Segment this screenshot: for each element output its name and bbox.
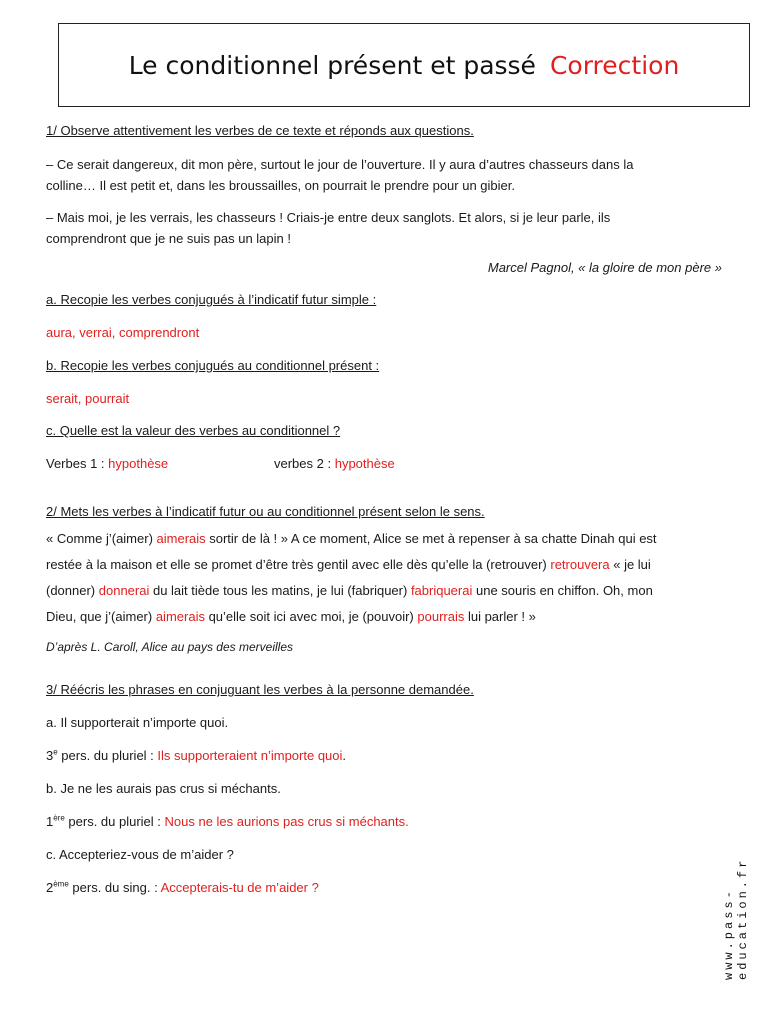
page-title — [129, 51, 680, 80]
ex3-heading: 3/ Réécris les phrases en conjuguant les verbes à la personne demandée. — [46, 682, 474, 697]
ex1-answer-a: aura, verrai, comprendront — [46, 325, 200, 340]
c2-label: verbes 2 : — [274, 456, 332, 471]
ex1-source: Marcel Pagnol, « la gloire de mon père » — [487, 260, 722, 275]
c1-answer: hypothèse — [108, 456, 169, 471]
ex3-sentence-b: b. Je ne les aurais pas crus si méchants. — [46, 781, 281, 796]
ex2-answer: pourrais — [417, 609, 465, 624]
c1-label: Verbes 1 : — [46, 456, 105, 471]
correction-tag: Correction — [549, 50, 680, 80]
title-main: Le conditionnel présent et passé — [128, 50, 536, 80]
ex2-source: D’après L. Caroll, Alice au pays des merveilles — [46, 640, 293, 654]
worksheet-content — [46, 122, 726, 896]
ex1-question-c: c. Quelle est la valeur des verbes au conditionnel ? — [46, 423, 341, 438]
title-box — [58, 23, 750, 107]
ex1-text-line: comprendront que je ne suis pas un lapin ! — [46, 231, 291, 246]
ex1-answer-b: serait, pourrait — [46, 391, 130, 406]
ex3-answer-c: 2ème pers. du sing. : Accepterais-tu de m’aider ? — [46, 879, 319, 895]
ex3-answer-a: 3e pers. du pluriel : Ils supporteraient n’importe quoi. — [46, 747, 347, 763]
c2-answer: hypothèse — [334, 456, 395, 471]
ex1-text-line: – Mais moi, je les verrais, les chasseurs ! Criais-je entre deux sanglots. Et alors, si je leur parle, ils — [46, 210, 611, 225]
ex1-heading: 1/ Observe attentivement les verbes de ce texte et réponds aux questions. — [46, 123, 474, 138]
watermark-text: www.pass-education.fr — [722, 857, 750, 980]
ex1-question-a: a. Recopie les verbes conjugués à l’indicatif futur simple : — [46, 292, 377, 307]
ex2-answer: aimerais — [156, 531, 206, 546]
ex2-answer: donnerai — [98, 583, 150, 598]
ex2-answer: aimerais — [155, 609, 205, 624]
ex1-question-b: b. Recopie les verbes conjugués au conditionnel présent : — [46, 358, 380, 373]
ex2-answer: retrouvera — [550, 557, 610, 572]
ex1-text-line: colline… Il est petit et, dans les broussailles, on pourrait le prendre pour un gibier. — [46, 178, 515, 193]
ex3-sentence-a: a. Il supporterait n’importe quoi. — [46, 715, 229, 730]
ex2-text: « Comme j’(aimer) aimerais sortir de là ! » A ce moment, Alice se met à repenser à sa chatte Dinah qui est restée à la maison et elle se promet d’être très gentil avec elle dès qu’elle la (retrouver) retrouvera « je lui (donner) donnerai du lait tiède tous les matins, je lui (fabriquer) fabriquerai une souris en chiffon. Oh, mon Dieu, que j’(aimer) aimerais qu’elle soit ici avec moi, je (pouvoir) pourrais lui parler ! » — [46, 531, 657, 624]
ex3-sentence-c: c. Accepteriez-vous de m’aider ? — [46, 847, 234, 862]
ex1-answer-c — [46, 455, 726, 472]
ex1-text-line: – Ce serait dangereux, dit mon père, surtout le jour de l’ouverture. Il y aura d’autres chasseurs dans la — [46, 157, 634, 172]
ex3-answer-b: 1ère pers. du pluriel : Nous ne les aurions pas crus si méchants. — [46, 813, 409, 829]
ex2-heading: 2/ Mets les verbes à l’indicatif futur ou au conditionnel présent selon le sens. — [46, 504, 485, 519]
ex2-answer: fabriquerai — [410, 583, 473, 598]
